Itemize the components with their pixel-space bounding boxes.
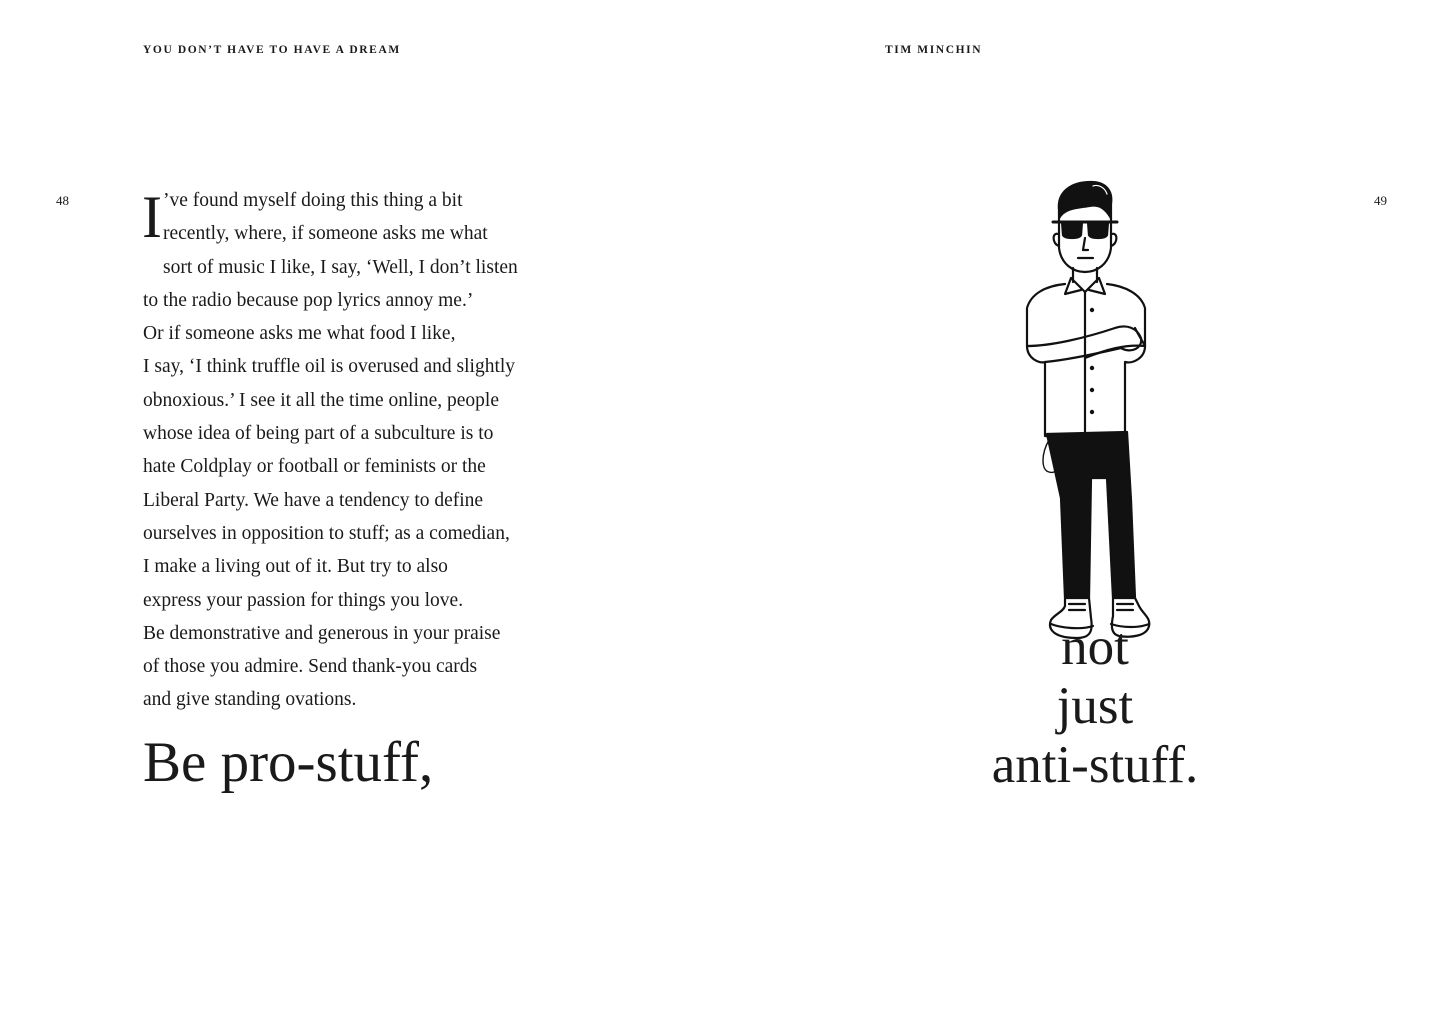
body-line: ’ve found myself doing this thing a bit: [162, 190, 463, 211]
body-line: and give standing ovations.: [143, 689, 357, 711]
body-line: Be demonstrative and generous in your praise: [143, 622, 501, 644]
pull-quote-line: just: [1056, 677, 1134, 735]
man-illustration: [1015, 178, 1167, 648]
pull-quote-right: [930, 618, 1260, 795]
pull-quote-line: anti-stuff.: [991, 736, 1199, 794]
body-line: whose idea of being part of a subculture is to: [143, 423, 494, 445]
page-number-left: 48: [56, 193, 69, 208]
body-line: hate Coldplay or football or feminists or the: [143, 456, 486, 478]
body-line: I say, ‘I think truffle oil is overused and slightly: [143, 356, 516, 378]
body-line: recently, where, if someone asks me what: [162, 223, 488, 245]
body-line: sort of music I like, I say, ‘Well, I don’t listen: [162, 256, 518, 278]
body-line: obnoxious.’ I see it all the time online, people: [143, 389, 499, 411]
body-line: to the radio because pop lyrics annoy me.’: [143, 289, 474, 311]
body-paragraph: [143, 184, 568, 717]
pull-quote-line: not: [1061, 618, 1129, 676]
body-line: I make a living out of it. But try to also: [143, 556, 448, 578]
page-number-right: 49: [1374, 193, 1387, 208]
body-line: of those you admire. Send thank-you cards: [143, 656, 478, 678]
body-line: Liberal Party. We have a tendency to define: [143, 489, 484, 511]
running-head-right: TIM MINCHIN: [885, 44, 983, 56]
running-head-left: YOU DON’T HAVE TO HAVE A DREAM: [143, 44, 401, 56]
body-line: ourselves in opposition to stuff; as a comedian,: [143, 522, 510, 544]
body-line: Or if someone asks me what food I like,: [143, 323, 456, 345]
drop-cap: I: [142, 184, 162, 250]
body-line: express your passion for things you love.: [143, 589, 464, 611]
pull-quote-left: Be pro-stuff,: [143, 731, 434, 794]
